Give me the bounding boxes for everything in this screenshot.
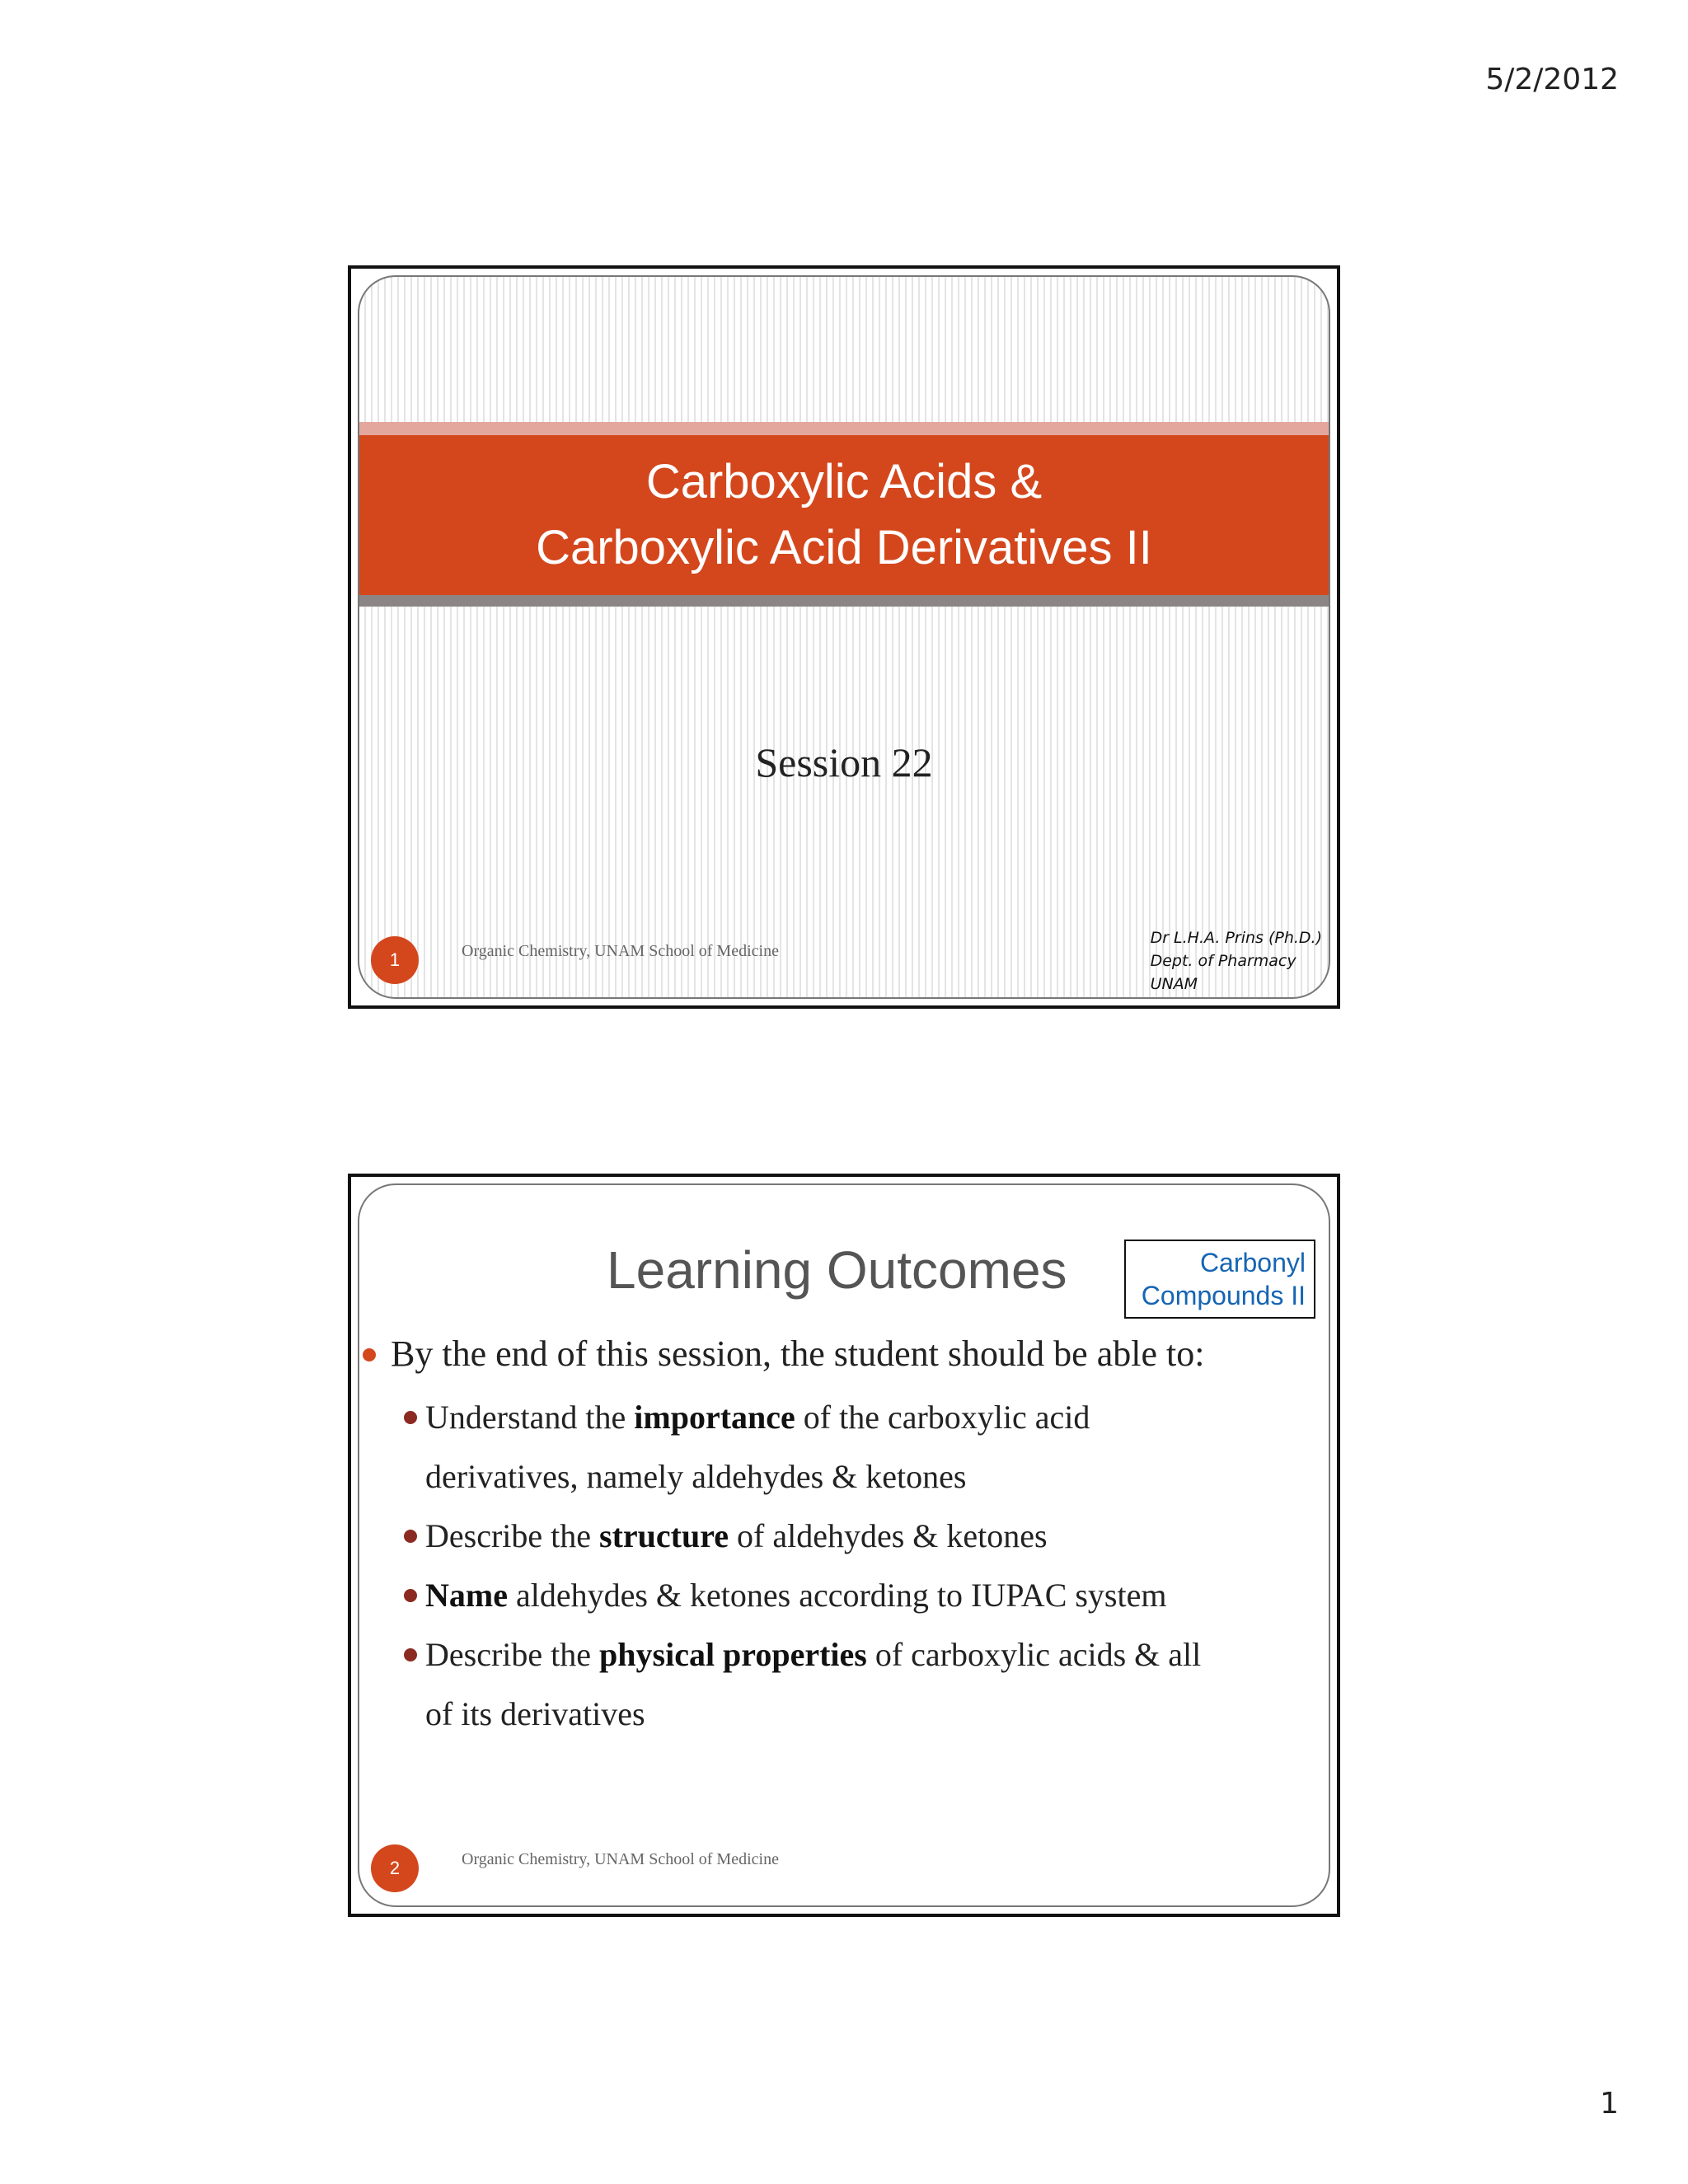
author-block: [1151, 926, 1322, 996]
slide-footer: Organic Chemistry, UNAM School of Medicine: [462, 942, 779, 960]
item-keyword: Name: [425, 1577, 508, 1614]
session-subtitle: Session 22: [755, 739, 933, 785]
item-keyword: structure: [599, 1517, 729, 1554]
slide-title-line-1: Carboxylic Acids &: [645, 455, 1043, 509]
bullet-dot-icon: [404, 1648, 417, 1661]
item-text: Understand the: [425, 1399, 635, 1436]
item-text: of aldehydes & ketones: [729, 1517, 1048, 1554]
list-item: [359, 1566, 1320, 1625]
author-name: Dr L.H.A. Prins (Ph.D.): [1150, 929, 1322, 947]
item-text: Describe the: [425, 1636, 600, 1673]
page-number: 1: [1600, 2087, 1619, 2121]
slide-number-badge: 1: [371, 936, 419, 984]
title-accent-bar: [358, 422, 1330, 435]
bullet-list: [359, 1325, 1320, 1744]
bullet-dot-icon: [363, 1348, 376, 1361]
lead-text: By the end of this session, the student should be able to:: [391, 1333, 1205, 1374]
title-band: [358, 435, 1330, 595]
author-institution: UNAM: [1150, 975, 1198, 993]
slide-title: Learning Outcomes: [607, 1240, 1067, 1300]
lead-bullet: [359, 1325, 1320, 1383]
list-item: [359, 1507, 1320, 1566]
slide-title-line-2: Carboxylic Acid Derivatives II: [536, 521, 1152, 574]
page-date: 5/2/2012: [1485, 63, 1619, 96]
topic-tag: [1124, 1240, 1315, 1319]
slide-number-badge: 2: [371, 1844, 419, 1892]
author-department: Dept. of Pharmacy: [1150, 952, 1296, 970]
topic-tag-line-1: Carbonyl: [1199, 1248, 1306, 1277]
topic-tag-line-2: Compounds II: [1141, 1281, 1306, 1310]
item-text: Describe the: [425, 1517, 600, 1554]
item-text: aldehydes & ketones according to IUPAC system: [507, 1577, 1167, 1614]
slide-1-content: [358, 275, 1330, 999]
slide-2: [348, 1174, 1340, 1917]
item-text-continued: derivatives, namely aldehydes & ketones: [425, 1458, 967, 1495]
item-keyword: physical properties: [599, 1636, 867, 1673]
slide-footer: Organic Chemistry, UNAM School of Medicine: [462, 1850, 779, 1868]
item-text: of carboxylic acids & all: [866, 1636, 1202, 1673]
bullet-dot-icon: [404, 1589, 417, 1602]
list-item: [359, 1625, 1320, 1744]
sub-bullet-list: [359, 1388, 1320, 1744]
list-item: [359, 1388, 1320, 1507]
slide-1: [348, 265, 1340, 1009]
item-text-continued: of its derivatives: [425, 1695, 645, 1732]
bullet-dot-icon: [404, 1530, 417, 1543]
item-text: of the carboxylic acid: [795, 1399, 1090, 1436]
item-keyword: importance: [634, 1399, 795, 1436]
title-gray-bar: [358, 595, 1330, 607]
bullet-dot-icon: [404, 1411, 417, 1424]
slide-2-content: [358, 1183, 1330, 1907]
